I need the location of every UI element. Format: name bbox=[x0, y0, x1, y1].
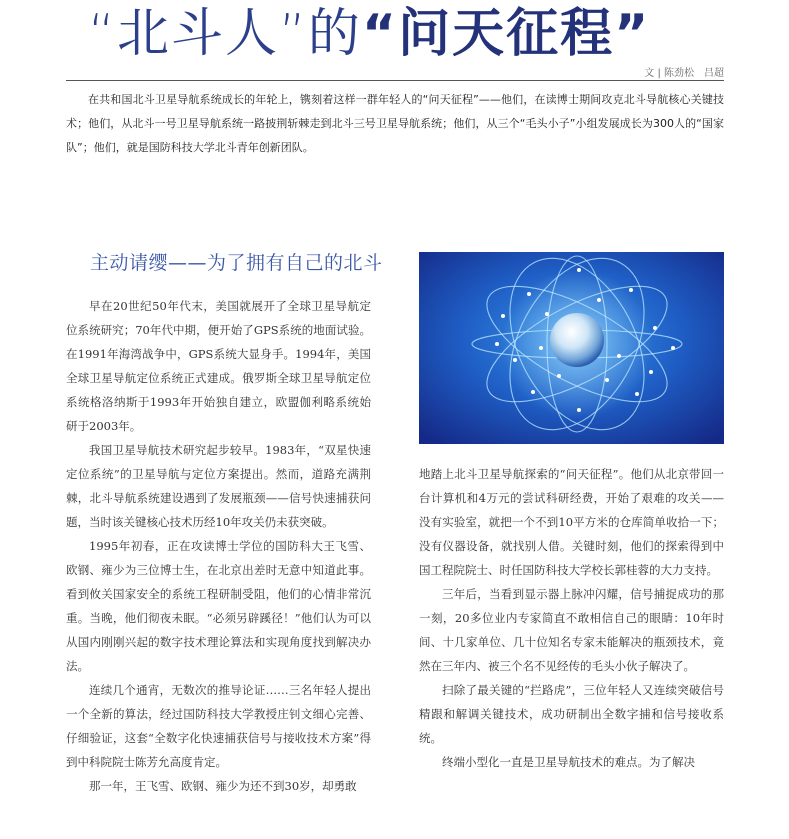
intro-paragraph: 在共和国北斗卫星导航系统成长的年轮上，镌刻着这样一群年轻人的“问天征程”——他们，在读博士期间攻克北斗导航核心关键技术；他们，从北斗一号卫星导航系统一路披荆斩棘走到北斗三号卫星导航系统；他们，从三个“毛头小子”小组发展成长为300人的“国家队”；他们，就是国防科技大学北斗青年创新团队。 bbox=[66, 93, 724, 154]
title-divider bbox=[66, 80, 724, 81]
title-part-2: “问天征程” bbox=[361, 4, 651, 64]
title-part-1: “北斗人”的 bbox=[88, 4, 362, 64]
section-heading: 主动请缨——为了拥有自己的北斗 bbox=[90, 252, 383, 274]
left-paragraph-1: 早在20世纪50年代末，美国就展开了全球卫星导航定位系统研究；70年代中期，便开始了GPS系统的地面试验。在1991年海湾战争中，GPS系统大显身手。1994年，美国全球卫星导航定位系统正式建成。俄罗斯全球卫星导航定位系统格洛纳斯于1993年开始独自建立，欧盟伽利略系统始研于2003年。 bbox=[66, 299, 371, 433]
right-paragraph-2: 三年后，当看到显示器上脉冲闪耀，信号捕捉成功的那一刻，20多位业内专家简直不敢相信自己的眼睛：10年时间、十几家单位、几十位知名专家未能解决的瓶颈技术，竟然在三年内、被三个名不见经传的毛头小伙子解决了。 bbox=[419, 587, 724, 673]
left-paragraph-2: 我国卫星导航技术研究起步较早。1983年，“双星快速定位系统”的卫星导航与定位方案提出。然而，道路充满荆棘，北斗导航系统建设遇到了发展瓶颈——信号快速捕获问题，当时该关键核心技术历经10年攻关仍未获突破。 bbox=[66, 443, 371, 529]
left-column bbox=[66, 294, 371, 798]
article-title bbox=[88, 2, 708, 66]
left-paragraph-3: 1995年初春，正在攻读博士学位的国防科大王飞雪、欧钢、雍少为三位博士生，在北京出差时无意中知道此事。看到攸关国家安全的系统工程研制受阻，他们的心情非常沉重。当晚，他们彻夜未眠。“必须另辟蹊径！”他们认为可以从国内刚刚兴起的数字技术理论算法和实现角度找到解决办法。 bbox=[66, 539, 371, 673]
right-column bbox=[419, 462, 724, 774]
satellite-orbit-illustration bbox=[419, 252, 724, 444]
satellite-orbit-graphic bbox=[419, 252, 724, 444]
left-paragraph-5: 那一年，王飞雪、欧钢、雍少为还不到30岁，却勇敢 bbox=[89, 779, 357, 793]
right-paragraph-1: 地踏上北斗卫星导航探索的“问天征程”。他们从北京带回一台计算机和4万元的尝试科研经费，开始了艰难的攻关——没有实验室，就把一个不到10平方米的仓库简单收拾一下；没有仪器设备，就找别人借。关键时刻，他们的探索得到中国工程院院士、时任国防科技大学校长郭桂蓉的大力支持。 bbox=[419, 467, 724, 577]
left-paragraph-4: 连续几个通宵，无数次的推导论证……三名年轻人提出一个全新的算法，经过国防科技大学教授庄钊文细心完善、仔细验证，这套“全数字化快速捕获信号与接收技术方案”得到中科院院士陈芳允高度肯定。 bbox=[66, 683, 371, 769]
right-paragraph-3: 扫除了最关键的“拦路虎”，三位年轻人又连续突破信号精跟和解调关键技术，成功研制出全数字捕和信号接收系统。 bbox=[419, 683, 724, 745]
right-paragraph-4: 终端小型化一直是卫星导航技术的难点。为了解决 bbox=[442, 755, 695, 769]
byline: 文 | 陈劲松 吕超 bbox=[644, 68, 724, 79]
